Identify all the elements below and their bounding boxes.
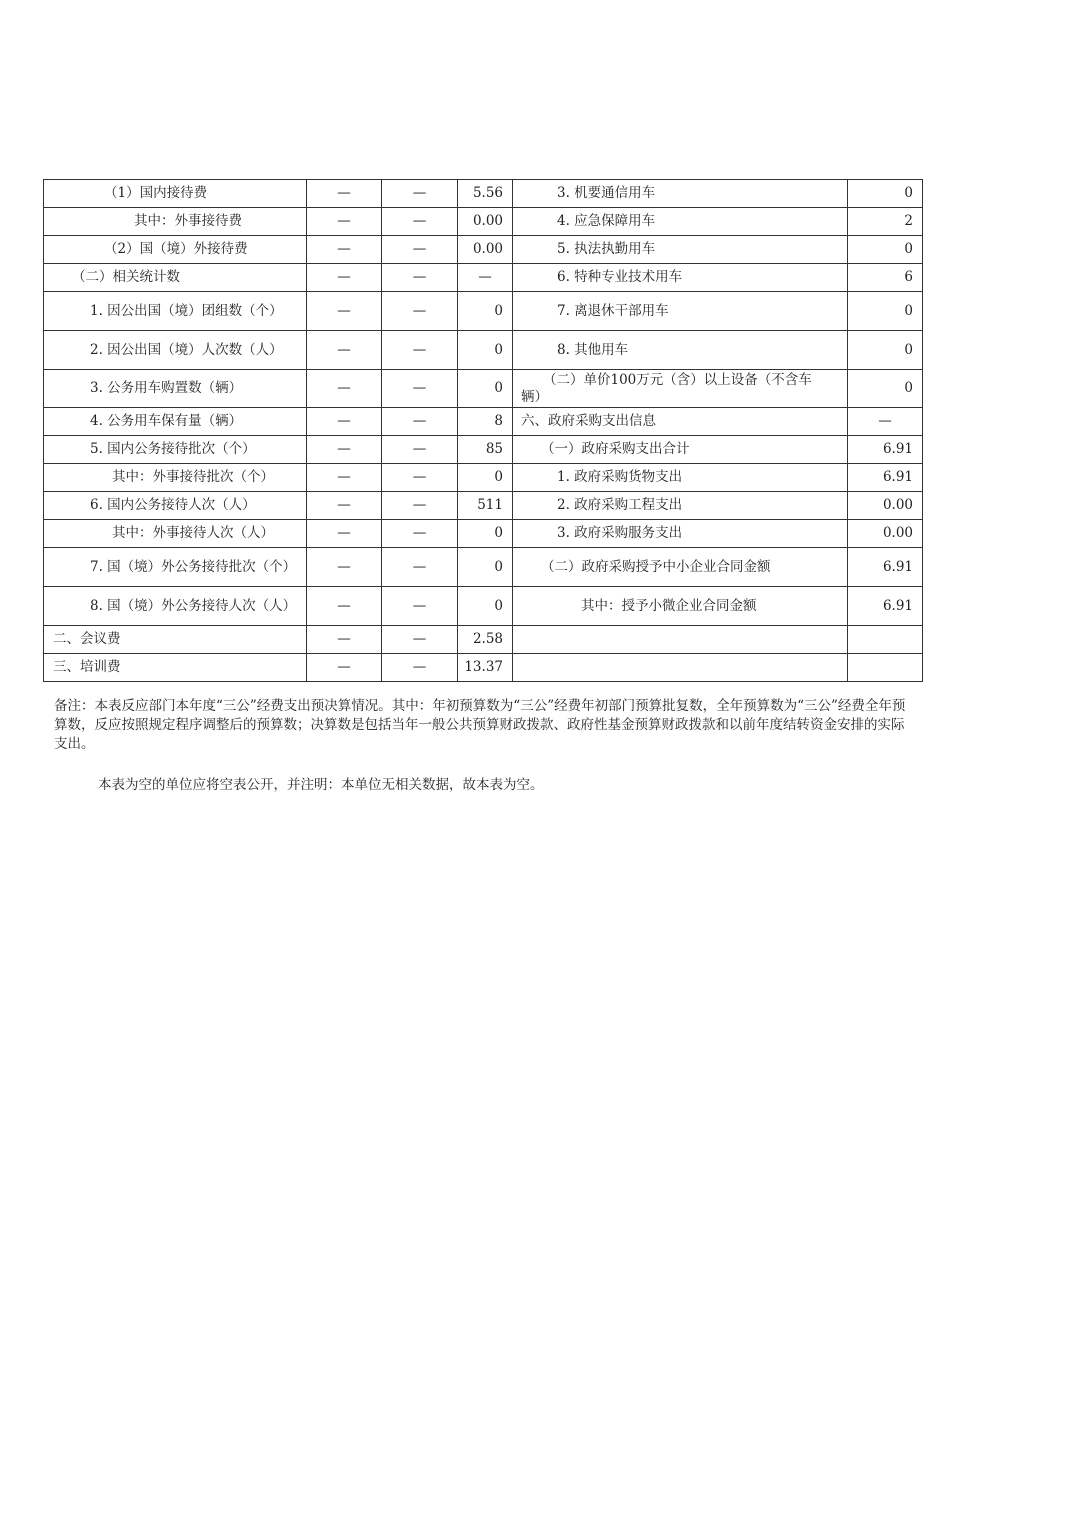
item-label (513, 654, 848, 682)
full-year-budget-cell: — (382, 370, 458, 408)
value-cell: 6.91 (848, 548, 923, 587)
final-account-cell: 0.00 (458, 236, 513, 264)
table-row (44, 492, 923, 520)
value-cell: 6.91 (848, 464, 923, 492)
table-row (44, 626, 923, 654)
final-account-cell: 5.56 (458, 180, 513, 208)
item-label: 二、会议费 (44, 626, 307, 654)
final-account-cell: — (458, 264, 513, 292)
initial-budget-cell: — (307, 520, 382, 548)
item-label: 8. 国（境）外公务接待人次（人） (44, 587, 307, 626)
value-cell: 2 (848, 208, 923, 236)
item-label: 7. 离退休干部用车 (513, 292, 848, 331)
table-row (44, 180, 923, 208)
full-year-budget-cell: — (382, 464, 458, 492)
item-label: 其中：外事接待人次（人） (44, 520, 307, 548)
item-label: （一）政府采购支出合计 (513, 436, 848, 464)
value-cell: 6 (848, 264, 923, 292)
value-cell: 0 (848, 370, 923, 408)
empty-table-statement: 本表为空的单位应将空表公开，并注明：本单位无相关数据，故本表为空。 (98, 777, 544, 793)
item-label: （二）政府采购授予中小企业合同金额 (513, 548, 848, 587)
initial-budget-cell: — (307, 492, 382, 520)
initial-budget-cell: — (307, 654, 382, 682)
final-account-cell: 0 (458, 548, 513, 587)
initial-budget-cell: — (307, 436, 382, 464)
table-row (44, 436, 923, 464)
item-label: 5. 执法执勤用车 (513, 236, 848, 264)
full-year-budget-cell: — (382, 408, 458, 436)
item-label: （1）国内接待费 (44, 180, 307, 208)
final-account-cell: 0 (458, 464, 513, 492)
item-label: 3. 机要通信用车 (513, 180, 848, 208)
value-cell (848, 654, 923, 682)
final-account-cell: 0 (458, 370, 513, 408)
table-row (44, 548, 923, 587)
table-row (44, 464, 923, 492)
final-account-cell: 85 (458, 436, 513, 464)
item-label: （二）相关统计数 (44, 264, 307, 292)
value-cell: 6.91 (848, 587, 923, 626)
notes-section (54, 697, 914, 795)
item-label: 3. 公务用车购置数（辆） (44, 370, 307, 408)
value-cell (848, 626, 923, 654)
item-label: 其中：授予小微企业合同金额 (513, 587, 848, 626)
full-year-budget-cell: — (382, 654, 458, 682)
item-label: 5. 国内公务接待批次（个） (44, 436, 307, 464)
item-label: 4. 应急保障用车 (513, 208, 848, 236)
final-account-cell: 13.37 (458, 654, 513, 682)
value-cell: — (848, 408, 923, 436)
table-row (44, 587, 923, 626)
full-year-budget-cell: — (382, 208, 458, 236)
table-row (44, 264, 923, 292)
remark-paragraph: 备注：本表反应部门本年度“三公”经费支出预决算情况。其中：年初预算数为“三公”经费年初部门预算批复数，全年预算数为“三公”经费全年预算数，反应按照规定程序调整后的预算数；决算数是包括当年一般公共预算财政拨款、政府性基金预算财政拨款和以前年度结转资金安排的实际支出。 (54, 698, 906, 752)
item-label: 2. 因公出国（境）人次数（人） (44, 331, 307, 370)
value-cell: 0 (848, 236, 923, 264)
full-year-budget-cell: — (382, 264, 458, 292)
item-label: （二）单价100万元（含）以上设备（不含车辆） (513, 370, 848, 408)
item-label (513, 626, 848, 654)
full-year-budget-cell: — (382, 626, 458, 654)
full-year-budget-cell: — (382, 548, 458, 587)
initial-budget-cell: — (307, 370, 382, 408)
item-label: 7. 国（境）外公务接待批次（个） (44, 548, 307, 587)
item-label: 3. 政府采购服务支出 (513, 520, 848, 548)
value-cell: 0 (848, 331, 923, 370)
final-account-cell: 0 (458, 520, 513, 548)
initial-budget-cell: — (307, 180, 382, 208)
value-cell: 0 (848, 292, 923, 331)
value-cell: 0.00 (848, 520, 923, 548)
table-row (44, 654, 923, 682)
final-account-cell: 0 (458, 587, 513, 626)
initial-budget-cell: — (307, 464, 382, 492)
item-label: 6. 国内公务接待人次（人） (44, 492, 307, 520)
full-year-budget-cell: — (382, 492, 458, 520)
full-year-budget-cell: — (382, 180, 458, 208)
value-cell: 6.91 (848, 436, 923, 464)
three-public-expenses-table (43, 179, 923, 682)
full-year-budget-cell: — (382, 331, 458, 370)
item-label: 其中：外事接待费 (44, 208, 307, 236)
table-row (44, 520, 923, 548)
table-row (44, 236, 923, 264)
item-label: 2. 政府采购工程支出 (513, 492, 848, 520)
final-account-cell: 511 (458, 492, 513, 520)
initial-budget-cell: — (307, 548, 382, 587)
initial-budget-cell: — (307, 587, 382, 626)
item-label: 三、培训费 (44, 654, 307, 682)
final-account-cell: 8 (458, 408, 513, 436)
table-row (44, 370, 923, 408)
table-row (44, 208, 923, 236)
initial-budget-cell: — (307, 626, 382, 654)
table-row (44, 331, 923, 370)
full-year-budget-cell: — (382, 236, 458, 264)
value-cell: 0.00 (848, 492, 923, 520)
final-account-cell: 0 (458, 331, 513, 370)
initial-budget-cell: — (307, 331, 382, 370)
full-year-budget-cell: — (382, 436, 458, 464)
final-account-cell: 0 (458, 292, 513, 331)
initial-budget-cell: — (307, 208, 382, 236)
item-label: 六、政府采购支出信息 (513, 408, 848, 436)
initial-budget-cell: — (307, 236, 382, 264)
full-year-budget-cell: — (382, 292, 458, 331)
item-label: 1. 政府采购货物支出 (513, 464, 848, 492)
value-cell: 0 (848, 180, 923, 208)
table-row (44, 408, 923, 436)
item-label: 1. 因公出国（境）团组数（个） (44, 292, 307, 331)
initial-budget-cell: — (307, 264, 382, 292)
item-label: 8. 其他用车 (513, 331, 848, 370)
full-year-budget-cell: — (382, 520, 458, 548)
item-label: 6. 特种专业技术用车 (513, 264, 848, 292)
initial-budget-cell: — (307, 408, 382, 436)
final-account-cell: 0.00 (458, 208, 513, 236)
final-account-cell: 2.58 (458, 626, 513, 654)
full-year-budget-cell: — (382, 587, 458, 626)
item-label: （2）国（境）外接待费 (44, 236, 307, 264)
table-row (44, 292, 923, 331)
item-label: 4. 公务用车保有量（辆） (44, 408, 307, 436)
item-label: 其中：外事接待批次（个） (44, 464, 307, 492)
initial-budget-cell: — (307, 292, 382, 331)
